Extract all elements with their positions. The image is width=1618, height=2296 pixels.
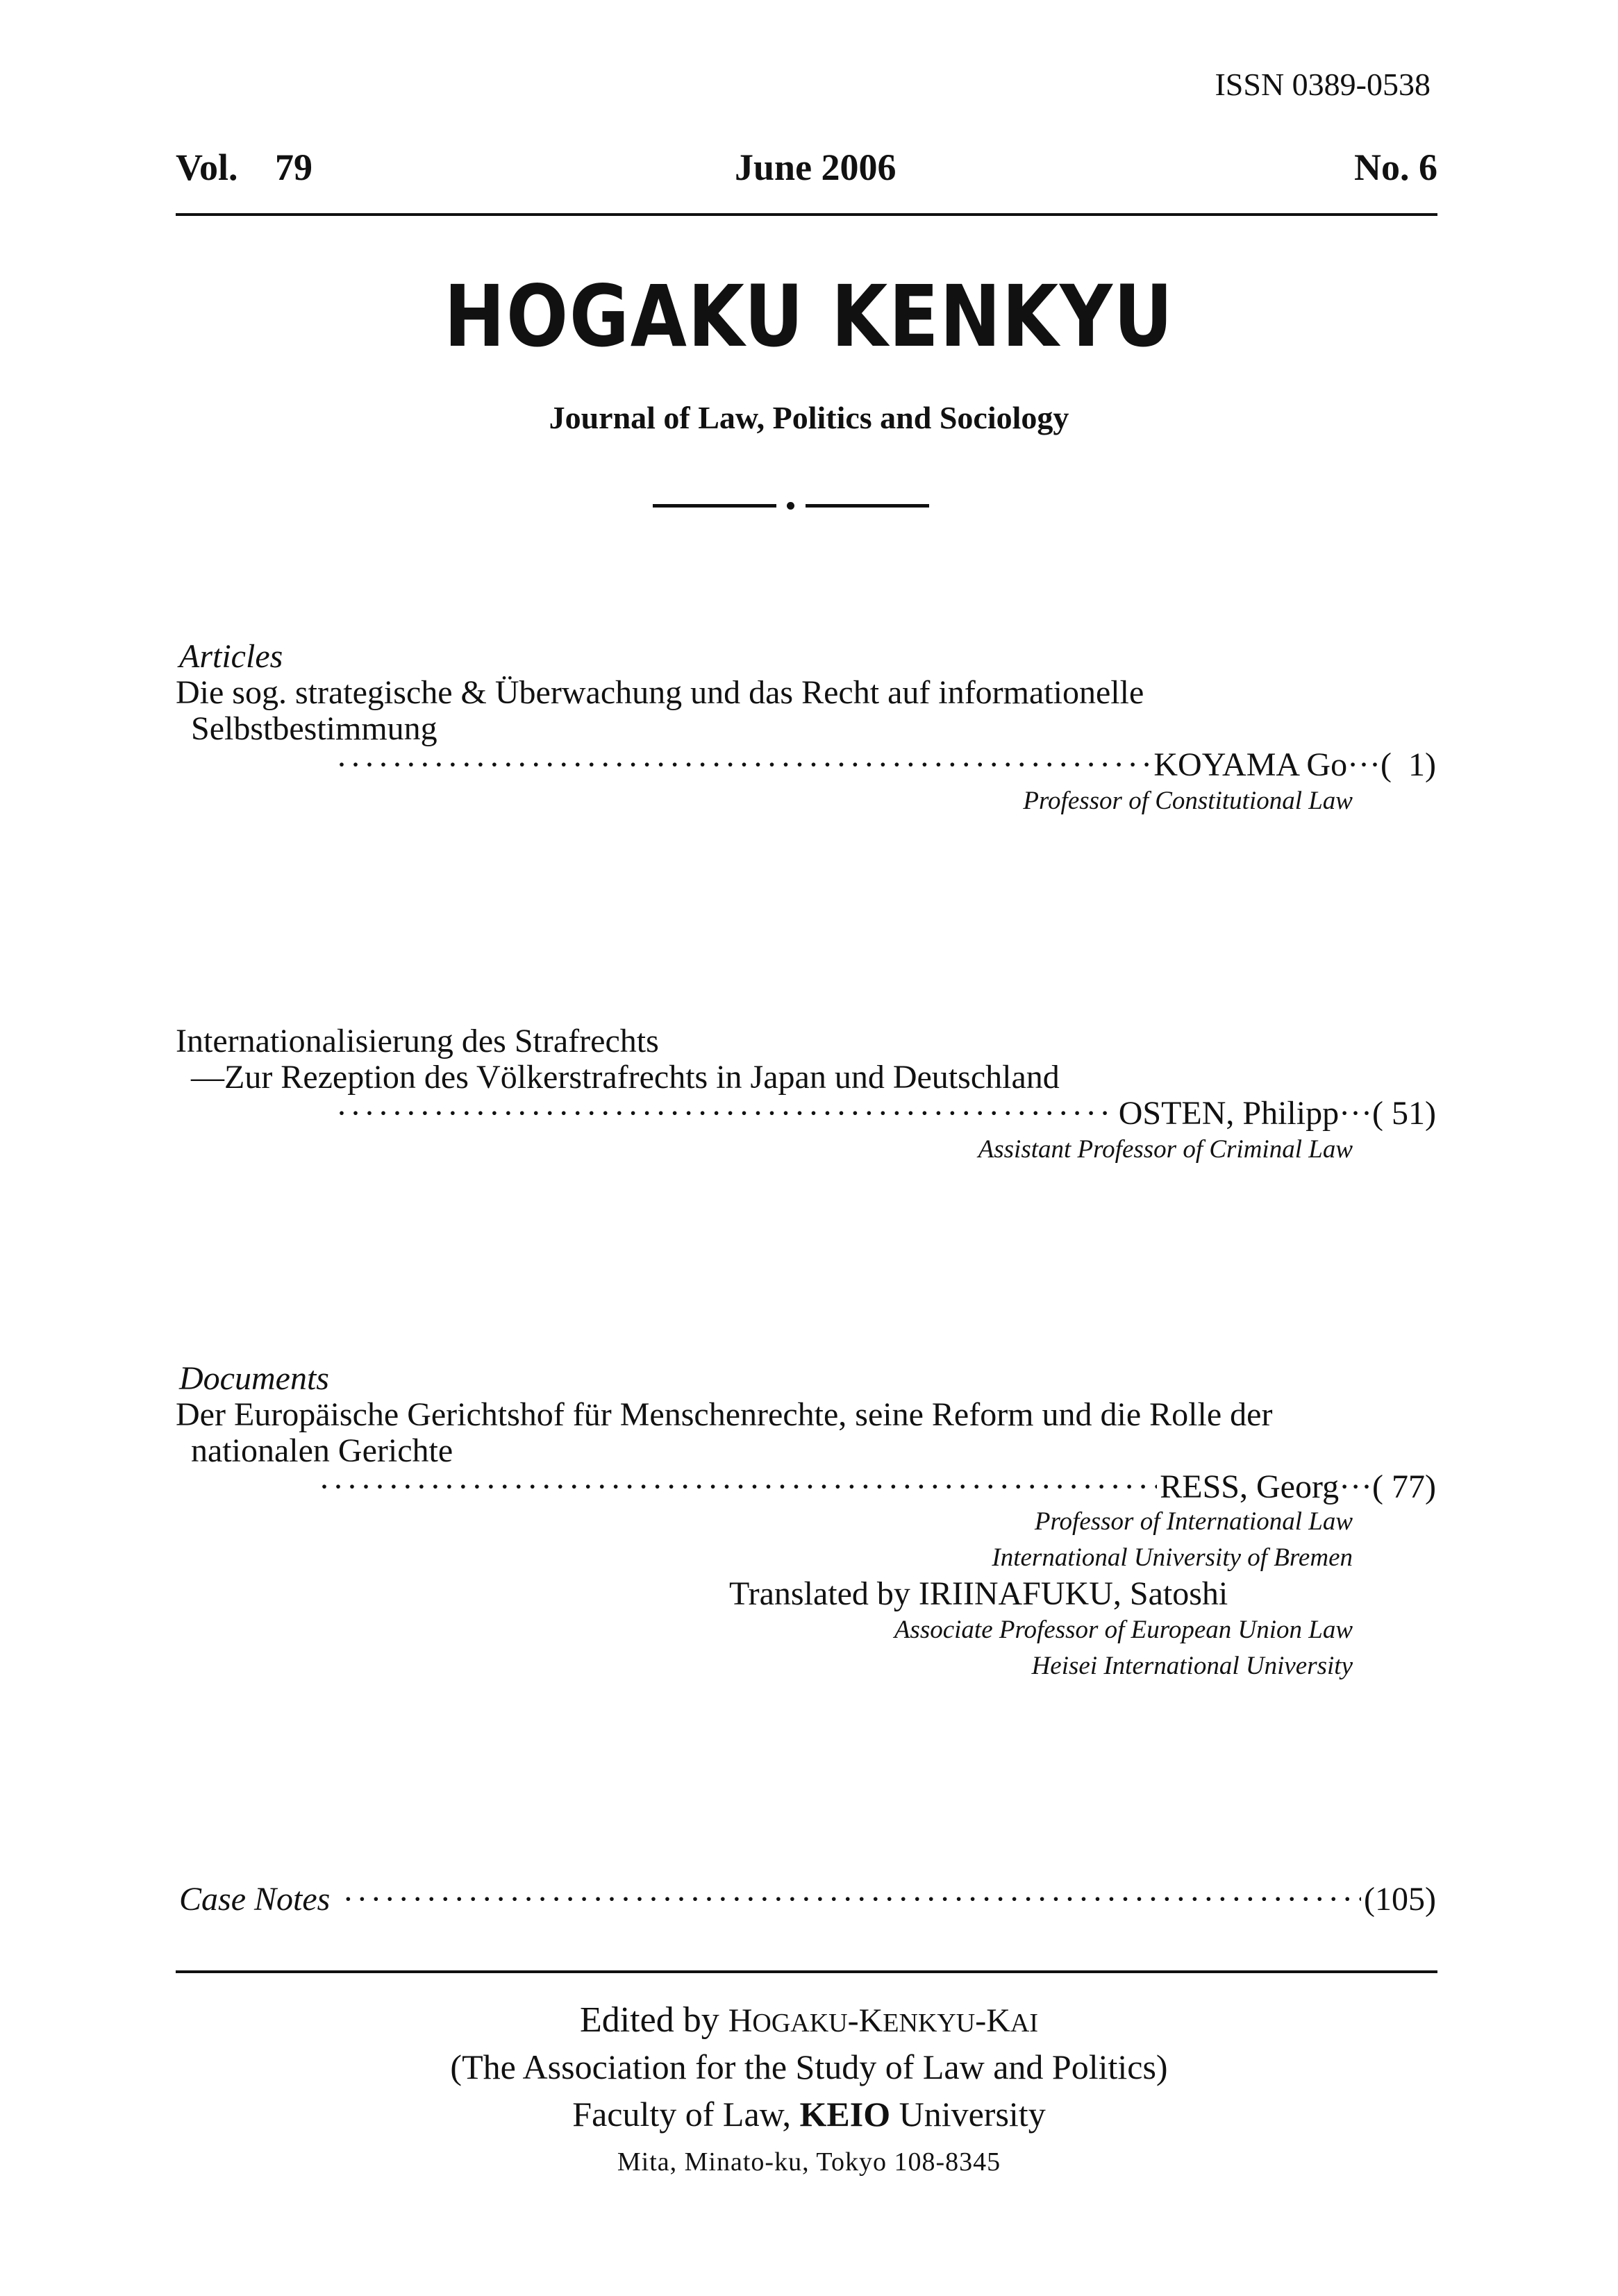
faculty-line: [0, 2094, 1618, 2134]
document-1-affiliation-2: International University of Bremen: [992, 1543, 1353, 1572]
footer-divider: [176, 1970, 1437, 1973]
document-1-title-line1: Der Europäische Gerichtshof für Menschenrechte, seine Reform und die Rolle der: [176, 1396, 1273, 1433]
article-2-author: OSTEN, Philipp···: [1118, 1095, 1373, 1132]
documents-heading: Documents: [179, 1360, 329, 1397]
document-1-title-line2: nationalen Gerichte: [191, 1432, 453, 1469]
document-1-page: ( 77): [1372, 1468, 1436, 1505]
document-1-author: RESS, Georg···: [1160, 1468, 1373, 1505]
journal-title: HOGAKU KENKYU: [444, 267, 1174, 366]
article-2-affiliation: Assistant Professor of Criminal Law: [978, 1135, 1353, 1164]
ornament-divider: [653, 501, 929, 511]
university-name: KEIO: [799, 2095, 891, 2134]
edited-by: Edited by: [579, 2000, 719, 2040]
editor-line: [0, 2000, 1618, 2041]
header-divider: [176, 213, 1437, 216]
article-2-page: ( 51): [1372, 1095, 1436, 1132]
article-2-byline: [333, 1094, 1436, 1132]
document-1-translator-affiliation-2: Heisei International University: [1031, 1652, 1353, 1680]
articles-heading: Articles: [179, 638, 283, 675]
journal-subtitle: Journal of Law, Politics and Sociology: [549, 400, 1069, 435]
volume-label: [176, 146, 312, 189]
issn: ISSN 0389-0538: [1215, 67, 1431, 102]
article-2-title-line2: —Zur Rezeption des Völkerstrafrechts in Japan und Deutschland: [191, 1059, 1060, 1096]
issue-number: No. 6: [1354, 146, 1437, 188]
article-2-title-line1: Internationalisierung des Strafrechts: [176, 1023, 659, 1059]
article-1-affiliation: Professor of Constitutional Law: [1023, 787, 1353, 815]
editor-name: HOGAKU-KENKYU-KAI: [728, 2002, 1039, 2039]
article-1-title-line2: Selbstbestimmung: [191, 710, 437, 747]
article-1-page: ( 1): [1381, 746, 1436, 783]
case-notes-entry: [179, 1880, 1436, 1918]
leader-dots: [342, 1880, 1361, 1918]
document-1-affiliation-1: Professor of International Law: [1034, 1507, 1353, 1536]
volume-prefix: Vol.: [176, 146, 238, 188]
leader-dots: [336, 746, 1151, 784]
faculty-prefix: Faculty of Law,: [572, 2095, 792, 2134]
volume-number: 79: [275, 146, 313, 188]
leader-dots: [336, 1094, 1116, 1132]
article-1-author: KOYAMA Go···: [1153, 746, 1381, 783]
article-1-byline: [333, 746, 1436, 784]
leader-dots: [319, 1468, 1157, 1506]
faculty-suffix: University: [899, 2095, 1046, 2134]
issue-date: June 2006: [735, 146, 896, 188]
case-notes-heading: Case Notes: [179, 1881, 331, 1918]
association-line: (The Association for the Study of Law and Politics): [450, 2047, 1168, 2086]
article-1-title-line1: Die sog. strategische & Überwachung und das Recht auf informationelle: [176, 674, 1144, 711]
document-1-translator: Translated by IRIINAFUKU, Satoshi: [729, 1575, 1228, 1612]
document-1-byline: [316, 1468, 1436, 1506]
document-1-translator-affiliation-1: Associate Professor of European Union Law: [894, 1616, 1353, 1644]
address-line: Mita, Minato-ku, Tokyo 108-8345: [617, 2147, 1001, 2177]
case-notes-page: (105): [1364, 1881, 1436, 1918]
